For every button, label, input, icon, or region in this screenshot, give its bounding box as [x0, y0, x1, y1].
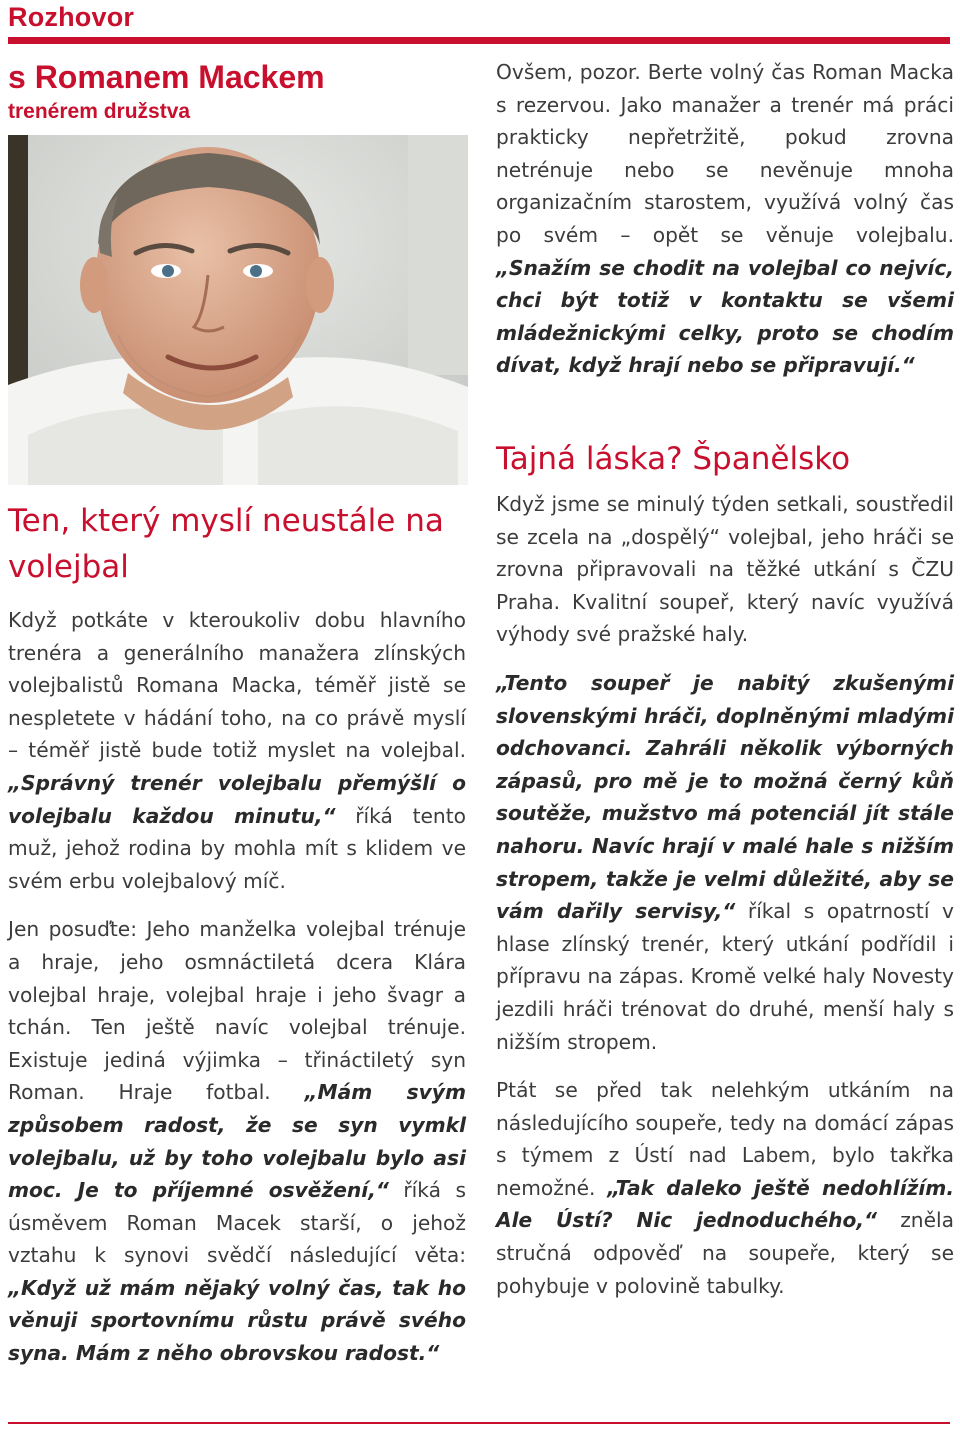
article-title: s Romanem Mackem [8, 59, 325, 95]
text: říká tento muž, jehož rodina by mohla mít s klidem ve svém erbu volejbalový míč. [8, 803, 466, 893]
text: Když potkáte v kteroukoliv dobu hlavního trenéra a generálního manažera zlínských volejbalistů Romana Macka, téměř jistě se nespletete v hádání toho, na co právě myslí – téměř jistě bude totiž myslet na volejbal. [8, 608, 466, 763]
right-column-top [496, 56, 954, 382]
text: zněla stručná odpověď na soupeře, který se pohybuje v polovině tabulky. [496, 1208, 955, 1298]
right-heading: Tajná láska? Španělsko [496, 441, 851, 477]
left-heading: Ten, který myslí neustále na volejbal [8, 503, 444, 585]
portrait-photo [8, 135, 468, 485]
quote: „Mám svým způsobem radost, že se syn vymkl volejbalu, už by toho volejbalu bylo asi moc. Je to příjemné osvěžení,“ [8, 1080, 466, 1203]
quote: „Tak daleko ještě nedohlížím. Ale Ústí? Nic jednoduchého,“ [496, 1175, 954, 1233]
text: říká s úsměvem Roman Macek starší, o jehož vztahu k synovi svědčí následující věta: [8, 1178, 466, 1268]
text: Ovšem, pozor. Berte volný čas Roman Macka s rezervou. Jako manažer a trenér má práci prakticky nepřetržitě, pokud zrovna netrénuje nebo se nevěnuje mnoha organizačním starostem, využívá volný čas po svém – opět se věnuje volejbalu. [496, 60, 954, 247]
quote: „Když už mám nějaký volný čas, tak ho věnuji sportovnímu růstu právě svého syna. Mám z něho obrovskou radost.“ [8, 1275, 466, 1366]
right-column-bottom [496, 436, 954, 1302]
text: Ptát se před tak nelehkým utkáním na následujícího soupeře, tedy na domácí zápas s týmem z Ústí nad Labem, bylo takřka nemožné. [496, 1078, 954, 1200]
article-subtitle: trenérem družstva [8, 100, 191, 123]
left-paragraph-1 [8, 604, 466, 897]
right-paragraph-1: Když jsme se minulý týden setkali, soustředil se zcela na „dospělý“ volejbal, jeho hráči se zrovna připravovali na těžké utkání s ČZU Praha. Kvalitní soupeř, který navíc využívá výhody své pražské haly. [496, 492, 954, 647]
left-paragraph-2 [8, 913, 466, 1369]
quote: „Tento soupeř je nabitý zkušenými slovenskými hráči, doplněnými mladými odchovanci. Zahráli několik výborných zápasů, pro mě je to možná černý kůň soutěže, mužstvo má potenciál jít stále nahoru. Navíc hrají v malé hale s nižším stropem, takže je velmi důležité, aby se vám dařily servisy,“ [496, 670, 954, 924]
right-paragraph-2 [496, 667, 954, 1058]
section-label: Rozhovor [8, 2, 135, 32]
quote: „Správný trenér volejbalu přemýšlí o volejbalu každou minutu,“ [8, 770, 466, 828]
text: říkal s opatrností v hlase zlínský trenér, který utkání podřídil i přípravu na zápas. Kromě velké haly Novesty jezdili hráči trénovat do druhé, menší haly s nižším stropem. [496, 899, 954, 1054]
quote: „Snažím se chodit na volejbal co nejvíc, chci být totiž v kontaktu se všemi mládežnickými celky, proto se chodím dívat, když hrají nebo se připravují.“ [496, 255, 954, 378]
footer-rule [8, 1422, 950, 1424]
right-paragraph-0 [496, 56, 954, 382]
right-paragraph-3 [496, 1074, 954, 1302]
text: Jen posuďte: Jeho manželka volejbal trénuje a hraje, jeho osmnáctiletá dcera Klára volejbal hraje, volejbal hraje i jeho švagr a tchán. Ten ještě navíc volejbal trénuje. Existuje jediná výjimka – třináctiletý syn Roman. Hraje fotbal. [8, 917, 466, 1105]
left-column [8, 498, 466, 1370]
header-rule [8, 37, 950, 44]
